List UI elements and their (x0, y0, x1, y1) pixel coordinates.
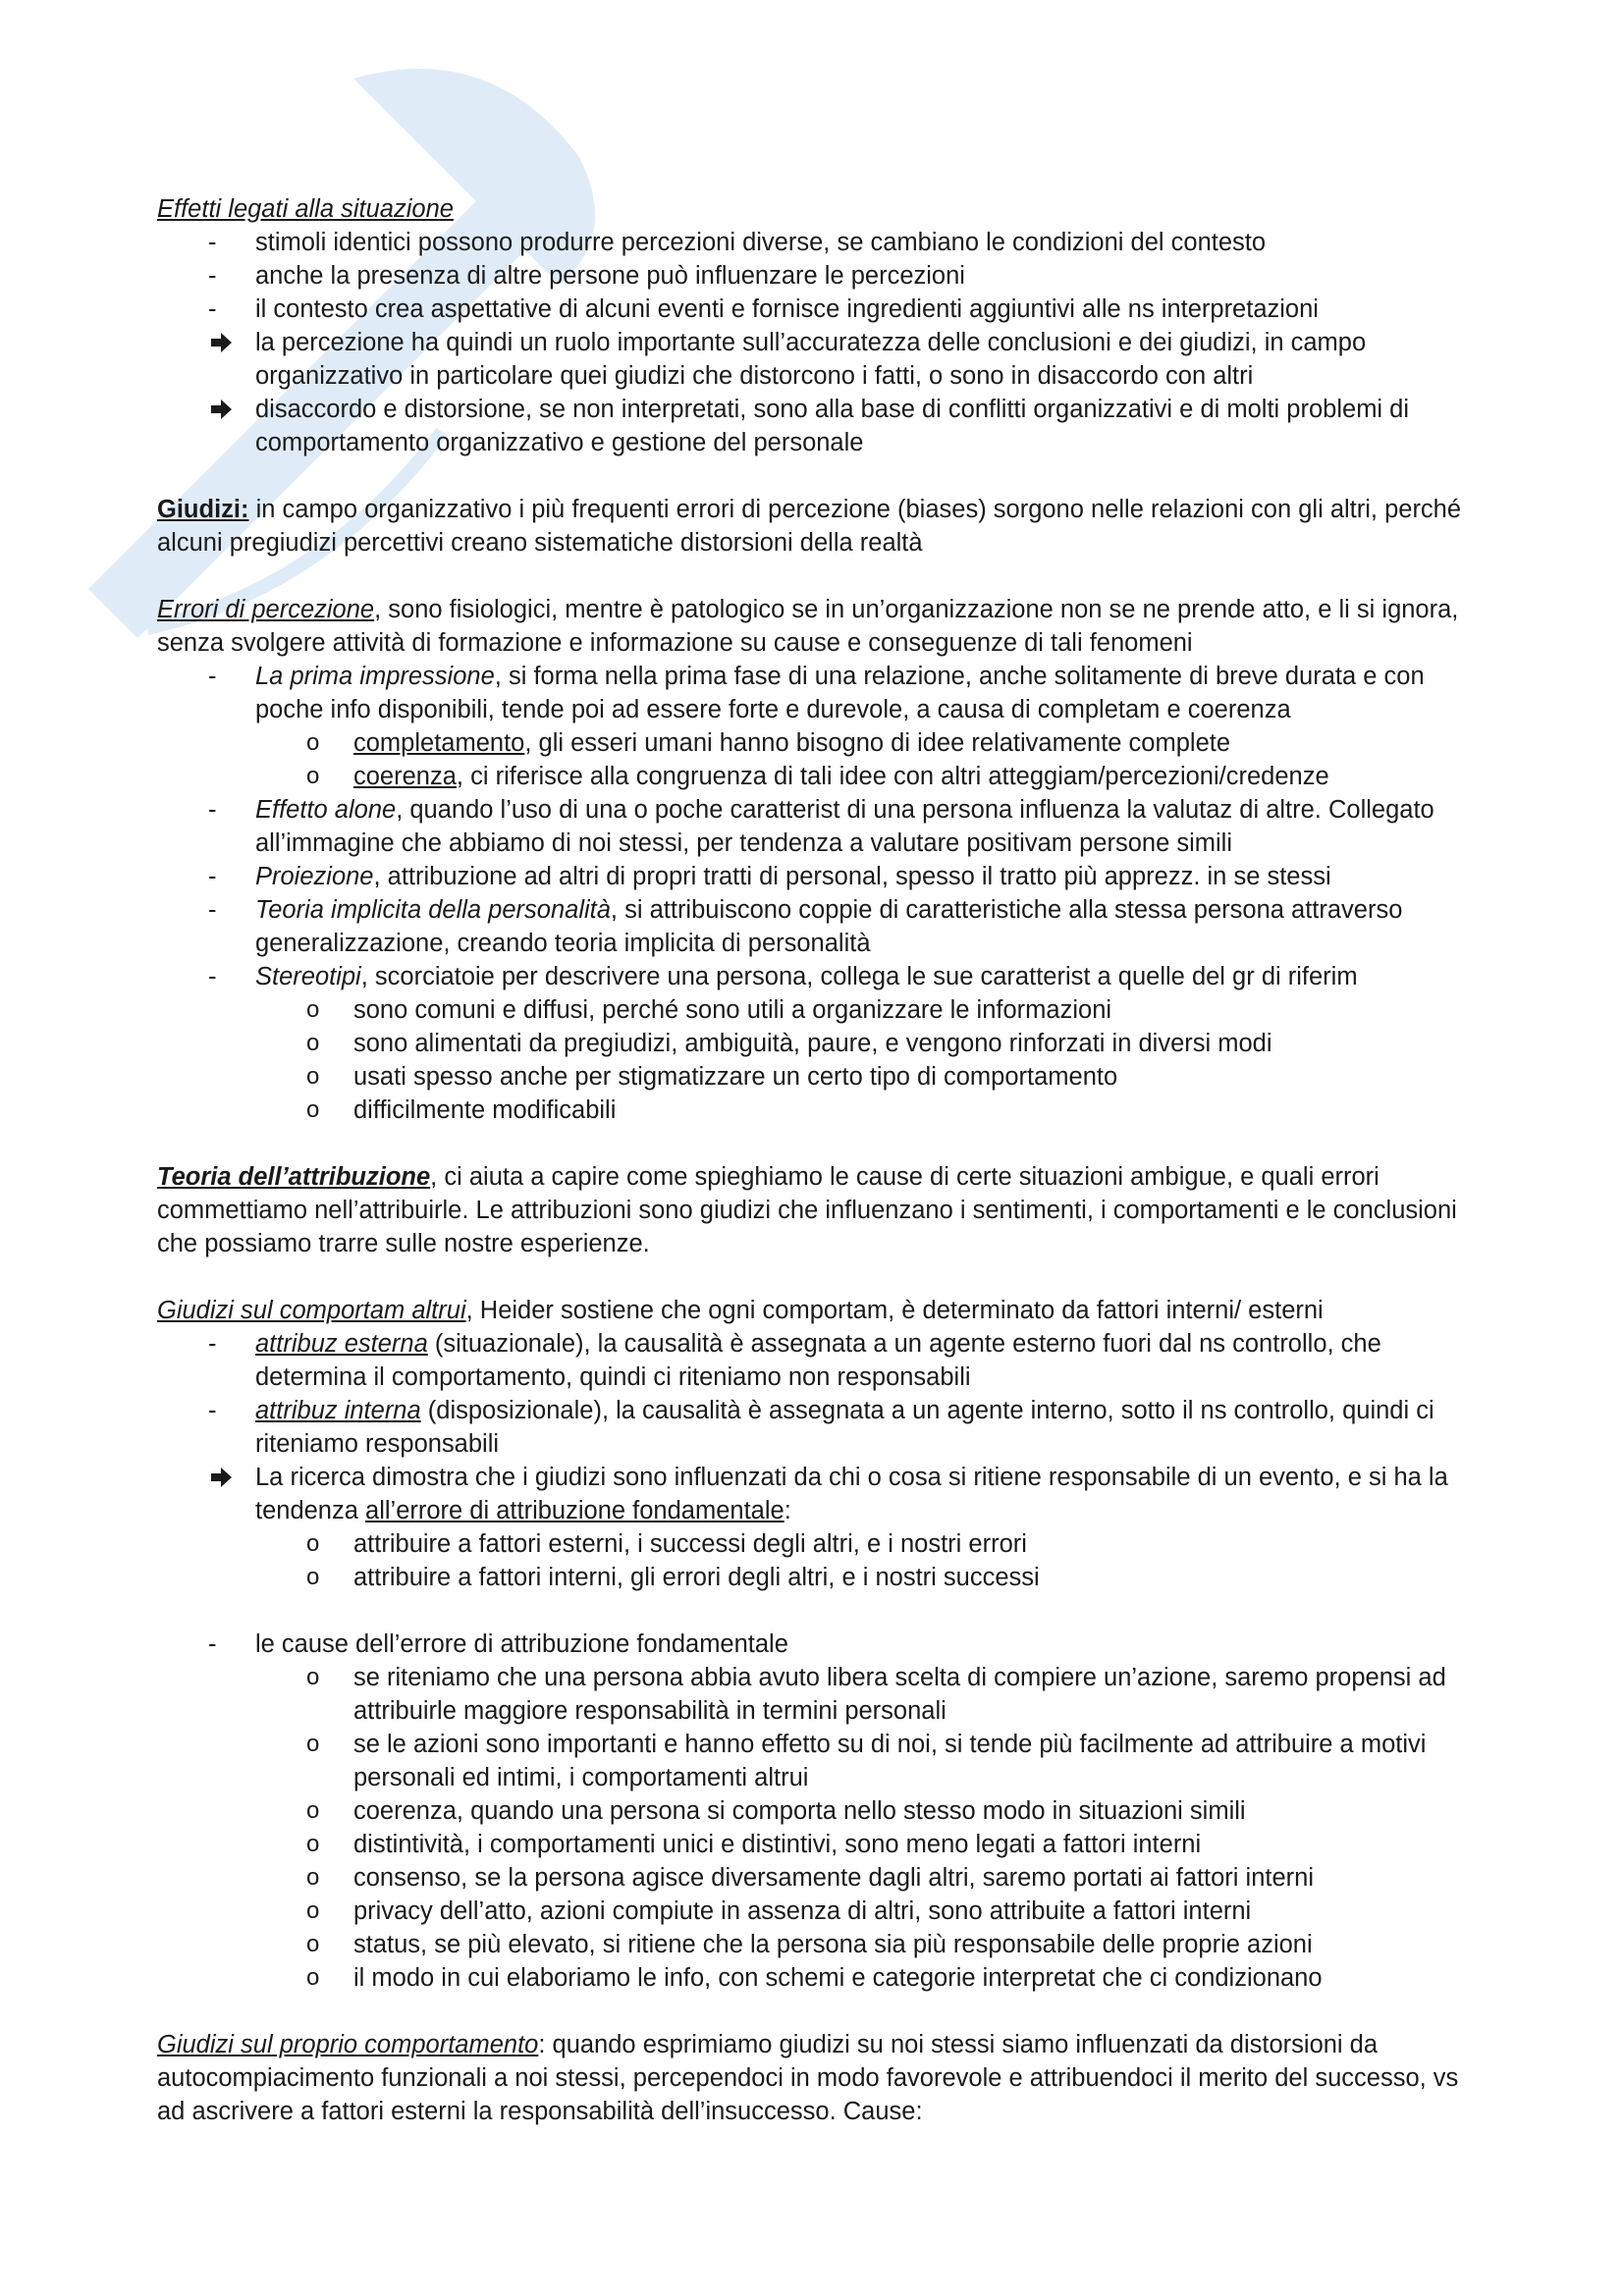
sub-item: o status, se più elevato, si ritiene che la persona sia più responsabile delle proprie azioni (157, 1928, 1473, 1961)
circle-marker: o (306, 1530, 320, 1557)
heading-effetti-situazione: Effetti legati alla situazione (157, 195, 454, 223)
list-item: - Proiezione, attribuzione ad altri di propri tratti di personal, spesso il tratto più apprezz. in se stessi (157, 860, 1473, 893)
dash-marker: - (208, 663, 217, 690)
heading-proprio-comportamento: Giudizi sul proprio comportamento (157, 2031, 539, 2058)
list-item: - Effetto alone, quando l’uso di una o poche caratterist di una persona influenza la valutaz di altre. Collegato all’immagine che abbiamo di noi stessi, per tendenza a valutare positivam persone simili (157, 793, 1473, 860)
sub-item: o se riteniamo che una persona abbia avuto libera scelta di compiere un’azione, saremo propensi ad attribuirle maggiore responsabilità in termini personali (157, 1661, 1473, 1728)
arrow-right-icon (208, 1461, 238, 1494)
arrow-item: la percezione ha quindi un ruolo importante sull’accuratezza delle conclusioni e dei giudizi, in campo organizzativo in particolare quei giudizi che distorcono i fatti, o sono in disaccordo con altri (157, 326, 1473, 393)
circle-marker: o (306, 1964, 320, 1991)
sub-item: o se le azioni sono importanti e hanno effetto su di noi, si tende più facilmente ad attribuire a motivi personali ed intimi, i comportamenti altrui (157, 1728, 1473, 1794)
sub-item: o attribuire a fattori interni, gli errori degli altri, e i nostri successi (157, 1561, 1473, 1594)
sub-item: o sono comuni e diffusi, perché sono utili a organizzare le informazioni (157, 993, 1473, 1027)
dash-marker: - (208, 796, 217, 824)
heading-comportam-altrui: Giudizi sul comportam altrui (157, 1297, 466, 1324)
sub-item: o coerenza, ci riferisce alla congruenza di tali idee con altri atteggiam/percezioni/credenze (157, 760, 1473, 793)
dash-marker: - (208, 262, 217, 290)
sub-item: o completamento, gli esseri umani hanno bisogno di idee relativamente complete (157, 726, 1473, 760)
arrow-item: La ricerca dimostra che i giudizi sono influenzati da chi o cosa si ritiene responsabile di un evento, e si ha la tendenza all’errore di attribuzione fondamentale: (157, 1461, 1473, 1527)
dash-marker: - (208, 963, 217, 990)
list-item: - le cause dell’errore di attribuzione fondamentale (157, 1628, 1473, 1661)
paragraph-proprio-comportamento: Giudizi sul proprio comportamento: quando esprimiamo giudizi su noi stessi siamo influenzati da distorsioni da autocompiacimento funzionali a noi stessi, percependoci in modo favorevole e attribuendoci il merito del successo, vs ad ascrivere a fattori esterni la responsabilità dell’insuccesso. Cause: (157, 2031, 1459, 2125)
sub-item: o coerenza, quando una persona si comporta nello stesso modo in situazioni simili (157, 1794, 1473, 1828)
sub-item: o usati spesso anche per stigmatizzare un certo tipo di comportamento (157, 1060, 1473, 1094)
heading-errori-percezione: Errori di percezione (157, 596, 375, 623)
list-item: - anche la presenza di altre persone può influenzare le percezioni (157, 259, 1473, 293)
circle-marker: o (306, 1797, 320, 1824)
arrow-item: disaccordo e distorsione, se non interpretati, sono alla base di conflitti organizzativi e di molti problemi di comportamento organizzativo e gestione del personale (157, 393, 1473, 459)
sub-item: o privacy dell’atto, azioni compiute in assenza di altri, sono attribuite a fattori interni (157, 1895, 1473, 1928)
paragraph-giudizi: Giudizi: in campo organizzativo i più frequenti errori di percezione (biases) sorgono nelle relazioni con gli altri, perché alcuni pregiudizi percettivi creano sistematiche distorsioni della realtà (157, 496, 1462, 557)
list-item: - attribuz esterna (situazionale), la causalità è assegnata a un agente esterno fuori dal ns controllo, che determina il comportamento, quindi ci riteniamo non responsabili (157, 1327, 1473, 1394)
circle-marker: o (306, 1664, 320, 1690)
circle-marker: o (306, 763, 320, 789)
list-item: - attribuz interna (disposizionale), la causalità è assegnata a un agente interno, sotto il ns controllo, quindi ci riteniamo responsabili (157, 1394, 1473, 1461)
circle-marker: o (306, 1096, 320, 1123)
sub-item: o distintività, i comportamenti unici e distintivi, sono meno legati a fattori interni (157, 1828, 1473, 1861)
circle-marker: o (306, 1864, 320, 1891)
circle-marker: o (306, 729, 320, 756)
sub-item: o consenso, se la persona agisce diversamente dagli altri, saremo portati ai fattori interni (157, 1861, 1473, 1895)
dash-marker: - (208, 229, 217, 256)
circle-marker: o (306, 1063, 320, 1090)
dash-marker: - (208, 1630, 217, 1658)
document-page (157, 192, 1473, 2128)
heading-giudizi: Giudizi: (157, 496, 249, 523)
arrow-right-icon (208, 326, 238, 359)
dash-marker: - (208, 896, 217, 924)
circle-marker: o (306, 1897, 320, 1924)
list-item: - Stereotipi, scorciatoie per descrivere una persona, collega le sue caratterist a quelle del gr di riferim (157, 960, 1473, 993)
list-item: - stimoli identici possono produrre percezioni diverse, se cambiano le condizioni del contesto (157, 226, 1473, 259)
dash-marker: - (208, 863, 217, 890)
sub-item: o attribuire a fattori esterni, i successi degli altri, e i nostri errori (157, 1527, 1473, 1561)
dash-marker: - (208, 295, 217, 323)
circle-marker: o (306, 1831, 320, 1857)
circle-marker: o (306, 1030, 320, 1056)
paragraph-errori: Errori di percezione, sono fisiologici, mentre è patologico se in un’organizzazione non se ne prende atto, e li si ignora, senza svolgere attività di formazione e informazione su cause e conseguenze di tali fenomeni (157, 596, 1459, 657)
sub-item: o difficilmente modificabili (157, 1094, 1473, 1127)
dash-marker: - (208, 1397, 217, 1424)
sub-item: o il modo in cui elaboriamo le info, con schemi e categorie interpretat che ci condizionano (157, 1961, 1473, 1995)
list-item: - Teoria implicita della personalità, si attribuiscono coppie di caratteristiche alla stessa persona attraverso generalizzazione, creando teoria implicita di personalità (157, 893, 1473, 960)
heading-teoria-attribuzione: Teoria dell’attribuzione (157, 1163, 431, 1191)
list-item: - La prima impressione, si forma nella prima fase di una relazione, anche solitamente di breve durata e con poche info disponibili, tende poi ad essere forte e durevole, a causa di completam e coerenza (157, 660, 1473, 726)
circle-marker: o (306, 1731, 320, 1757)
arrow-right-icon (208, 393, 238, 426)
paragraph-comportam-altrui: Giudizi sul comportam altrui, Heider sostiene che ogni comportam, è determinato da fattori interni/ esterni (157, 1297, 1324, 1324)
paragraph-teoria-attribuzione: Teoria dell’attribuzione, ci aiuta a capire come spieghiamo le cause di certe situazioni ambigue, e quali errori commettiamo nell’attribuirle. Le attribuzioni sono giudizi che influenzano i sentimenti, i comportamenti e le conclusioni che possiamo trarre sulle nostre esperienze. (157, 1163, 1457, 1257)
dash-marker: - (208, 1330, 217, 1358)
circle-marker: o (306, 1931, 320, 1957)
circle-marker: o (306, 996, 320, 1023)
sub-item: o sono alimentati da pregiudizi, ambiguità, paure, e vengono rinforzati in diversi modi (157, 1027, 1473, 1060)
list-item: - il contesto crea aspettative di alcuni eventi e fornisce ingredienti aggiuntivi alle ns interpretazioni (157, 293, 1473, 326)
circle-marker: o (306, 1564, 320, 1590)
